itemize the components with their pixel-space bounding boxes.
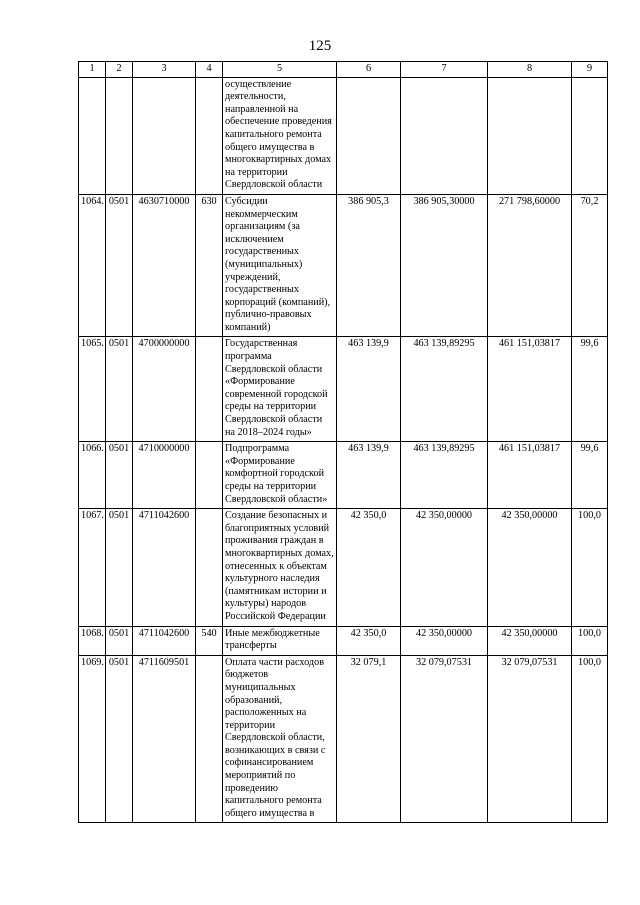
- header-cell: 8: [488, 62, 572, 78]
- table-row: [79, 337, 608, 442]
- refined-amount: 463 139,89295: [401, 337, 488, 442]
- expense-type: [196, 655, 223, 823]
- budget-table: [78, 61, 608, 823]
- section-code: 0501: [106, 626, 133, 655]
- refined-amount: [401, 77, 488, 194]
- row-number: 1069.: [79, 655, 106, 823]
- expense-type: [196, 442, 223, 509]
- section-code: 0501: [106, 509, 133, 626]
- refined-amount: 42 350,00000: [401, 509, 488, 626]
- table-row: [79, 655, 608, 823]
- percent-executed: [572, 77, 608, 194]
- plan-amount: 42 350,0: [337, 509, 401, 626]
- section-code: 0501: [106, 442, 133, 509]
- target-code: 4711042600: [133, 626, 196, 655]
- page-number: 125: [308, 38, 332, 54]
- row-number: [79, 77, 106, 194]
- target-code: 4711042600: [133, 509, 196, 626]
- item-name: Оплата части расходов бюджетов муниципальных образований, расположенных на территории Свердловской области, возникающих в связи с софинансированием мероприятий по проведению капитального ремонта общего имущества в: [223, 655, 337, 823]
- row-number: 1068.: [79, 626, 106, 655]
- expense-type: [196, 509, 223, 626]
- table-row: [79, 194, 608, 337]
- executed-amount: 42 350,00000: [488, 509, 572, 626]
- target-code: 4710000000: [133, 442, 196, 509]
- item-name: Подпрограмма «Формирование комфортной городской среды на территории Свердловской области»: [223, 442, 337, 509]
- item-name: Государственная программа Свердловской области «Формирование современной городской среды на территории Свердловской области на 2018–2024 годы»: [223, 337, 337, 442]
- plan-amount: 463 139,9: [337, 442, 401, 509]
- percent-executed: 99,6: [572, 337, 608, 442]
- row-number: 1064.: [79, 194, 106, 337]
- plan-amount: 386 905,3: [337, 194, 401, 337]
- section-code: 0501: [106, 194, 133, 337]
- plan-amount: 463 139,9: [337, 337, 401, 442]
- header-row: [79, 62, 608, 78]
- percent-executed: 100,0: [572, 655, 608, 823]
- section-code: [106, 77, 133, 194]
- executed-amount: 271 798,60000: [488, 194, 572, 337]
- refined-amount: 463 139,89295: [401, 442, 488, 509]
- target-code: [133, 77, 196, 194]
- target-code: 4711609501: [133, 655, 196, 823]
- item-name: Создание безопасных и благоприятных условий проживания граждан в многоквартирных домах, отнесенных к объектам культурного наследия (памятникам истории и культуры) народов Российской Федерации: [223, 509, 337, 626]
- expense-type: 630: [196, 194, 223, 337]
- executed-amount: [488, 77, 572, 194]
- row-number: 1067.: [79, 509, 106, 626]
- item-name: осуществление деятельности, направленной на обеспечение проведения капитального ремонта общего имущества в многоквартирных домах на территории Свердловской области: [223, 77, 337, 194]
- refined-amount: 386 905,30000: [401, 194, 488, 337]
- plan-amount: 42 350,0: [337, 626, 401, 655]
- executed-amount: 461 151,03817: [488, 442, 572, 509]
- percent-executed: 100,0: [572, 626, 608, 655]
- section-code: 0501: [106, 655, 133, 823]
- percent-executed: 70,2: [572, 194, 608, 337]
- header-cell: 1: [79, 62, 106, 78]
- header-cell: 2: [106, 62, 133, 78]
- header-cell: 5: [223, 62, 337, 78]
- percent-executed: 99,6: [572, 442, 608, 509]
- item-name: Субсидии некоммерческим организациям (за исключением государственных (муниципальных) учреждений, государственных корпораций (компаний), публично-правовых компаний): [223, 194, 337, 337]
- expense-type: [196, 337, 223, 442]
- item-name: Иные межбюджетные трансферты: [223, 626, 337, 655]
- header-cell: 9: [572, 62, 608, 78]
- refined-amount: 32 079,07531: [401, 655, 488, 823]
- table-row: [79, 626, 608, 655]
- executed-amount: 42 350,00000: [488, 626, 572, 655]
- table-row: [79, 77, 608, 194]
- percent-executed: 100,0: [572, 509, 608, 626]
- header-cell: 6: [337, 62, 401, 78]
- table-row: [79, 509, 608, 626]
- target-code: 4630710000: [133, 194, 196, 337]
- table-row: [79, 442, 608, 509]
- plan-amount: [337, 77, 401, 194]
- header-cell: 7: [401, 62, 488, 78]
- expense-type: [196, 77, 223, 194]
- executed-amount: 461 151,03817: [488, 337, 572, 442]
- expense-type: 540: [196, 626, 223, 655]
- executed-amount: 32 079,07531: [488, 655, 572, 823]
- section-code: 0501: [106, 337, 133, 442]
- header-cell: 4: [196, 62, 223, 78]
- target-code: 4700000000: [133, 337, 196, 442]
- row-number: 1066.: [79, 442, 106, 509]
- header-cell: 3: [133, 62, 196, 78]
- row-number: 1065.: [79, 337, 106, 442]
- plan-amount: 32 079,1: [337, 655, 401, 823]
- refined-amount: 42 350,00000: [401, 626, 488, 655]
